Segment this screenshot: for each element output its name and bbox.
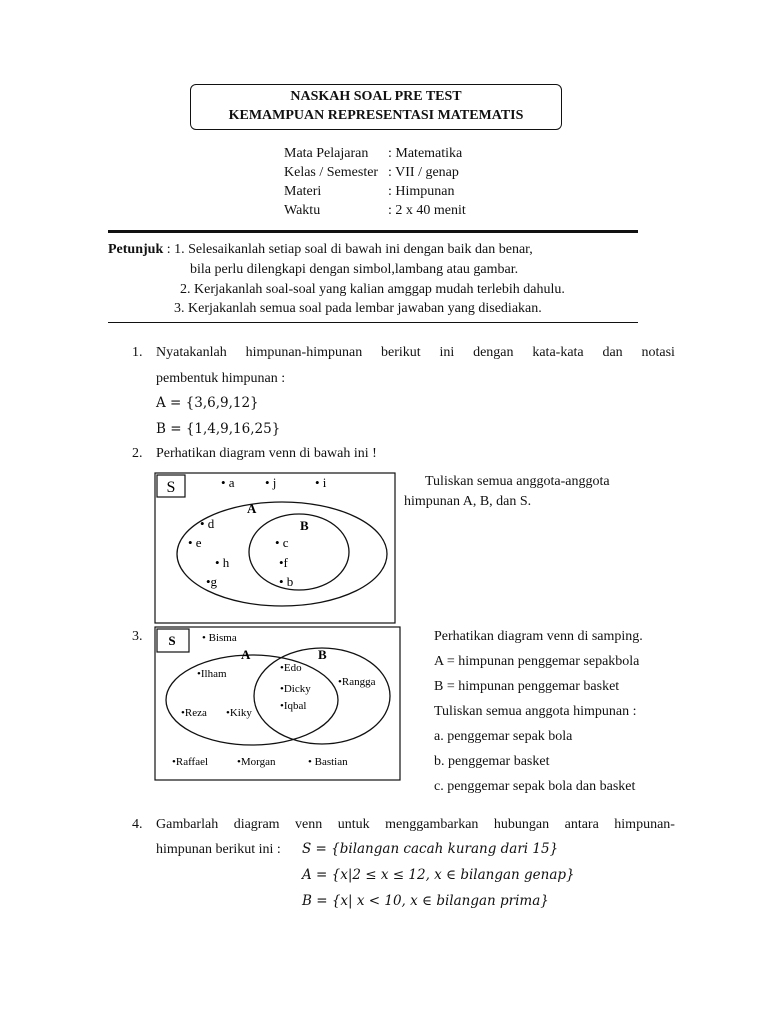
q2-element-c: • c [275,535,289,550]
q2-instruction-1: Tuliskan semua anggota-anggota [425,474,610,489]
q3-side-line-2: A = himpunan penggemar sepakbola [434,654,640,669]
info-value-class: : VII / genap [388,165,459,180]
title-line-1: NASKAH SOAL PRE TEST [290,89,462,104]
q4-set-s: S = {bilangan cacah kurang dari 15} [302,841,559,857]
info-value-topic: : Himpunan [388,184,455,199]
q2-element-g: •g [206,574,218,589]
q3-venn-diagram [150,622,406,786]
q3-element-edo: •Edo [280,662,302,674]
instructions-line-1: Petunjuk : 1. Selesaikanlah setiap soal di bawah ini dengan baik dan benar, [108,242,533,257]
instructions-line-1b: bila perlu dilengkapi dengan simbol,lambang atau gambar. [190,262,519,277]
q2-element-d: • d [200,516,215,531]
info-label-class: Kelas / Semester [284,165,379,180]
q3-side-line-3: B = himpunan penggemar basket [434,679,620,694]
q2-number: 2. [132,446,143,461]
q1-line-1: Nyatakanlah himpunan-himpunan berikut ini dengan kata-kata dan notasi [156,345,675,360]
q2-element-e: • e [188,535,202,550]
q3-set-b-ellipse [254,648,390,744]
q2-set-b-ellipse [249,514,349,590]
q2-element-a: • a [221,475,235,490]
info-value-subject: : Matematika [388,146,463,161]
q4-set-b: B = {x| x < 10, x ∈ bilangan prima} [302,893,549,909]
q3-element-rangga: •Rangga [338,676,376,688]
q3-side-line-6: b. penggemar basket [434,754,550,769]
q2-instruction-2: himpunan A, B, dan S. [404,494,532,509]
q1-set-a: A = {3,6,9,12} [156,395,259,411]
q2-element-i: • i [315,475,327,490]
q2-text: Perhatikan diagram venn di bawah ini ! [156,446,377,461]
q3-element-iqbal: •Iqbal [280,700,307,712]
divider-top [108,230,638,233]
q3-element-raffael: •Raffael [172,756,209,768]
q4-line-1: Gambarlah diagram venn untuk menggambarkan hubungan antara himpunan- [156,817,675,832]
q3-element-kiky: •Kiky [226,707,252,719]
q3-set-a-label: A [241,647,251,662]
info-label-subject: Mata Pelajaran [284,146,369,161]
info-label-time: Waktu [284,203,321,218]
q4-set-a: A = {x|2 ≤ x ≤ 12, x ∈ bilangan genap} [302,867,575,883]
q3-side-line-5: a. penggemar sepak bola [434,729,573,744]
q2-venn-diagram [150,468,400,624]
q3-side-line-7: c. penggemar sepak bola dan basket [434,779,636,794]
q4-number: 4. [132,817,143,832]
q3-number: 3. [132,629,143,644]
q3-set-b-label: B [318,647,327,662]
instructions-line-3: 3. Kerjakanlah semua soal pada lembar jawaban yang disediakan. [174,301,542,316]
q3-element-dicky: •Dicky [280,683,311,695]
q3-element-bisma: • Bisma [202,632,237,644]
instructions-label: Petunjuk [108,242,164,257]
q3-set-a-ellipse [166,655,338,745]
q1-number: 1. [132,345,143,360]
q3-element-bastian: • Bastian [308,756,348,768]
q2-set-a-label: A [247,501,257,516]
q1-line-2: pembentuk himpunan : [156,371,286,386]
q2-element-j: • j [265,475,277,490]
q2-element-f: •f [279,555,288,570]
q4-line-2: himpunan berikut ini : [156,842,281,857]
info-value-time: : 2 x 40 menit [388,203,466,218]
q2-set-b-label: B [300,518,309,533]
q2-element-b: • b [279,574,294,589]
info-label-topic: Materi [284,184,322,199]
title-box [190,84,562,130]
q1-set-b: B = {1,4,9,16,25} [156,421,281,437]
instructions-line-2: 2. Kerjakanlah soal-soal yang kalian amggap mudah terlebih dahulu. [180,282,565,297]
q3-side-line-1: Perhatikan diagram venn di samping. [434,629,643,644]
q2-universe-label: S [166,479,176,496]
divider-bottom [108,322,638,323]
q3-element-ilham: •Ilham [197,668,227,680]
q3-universe-label: S [168,633,176,648]
title-line-2: KEMAMPUAN REPRESENTASI MATEMATIS [228,108,524,123]
q3-element-morgan: •Morgan [237,756,276,768]
q3-element-reza: •Reza [181,707,207,719]
q3-side-line-4: Tuliskan semua anggota himpunan : [434,704,637,719]
q2-element-h: • h [215,555,230,570]
